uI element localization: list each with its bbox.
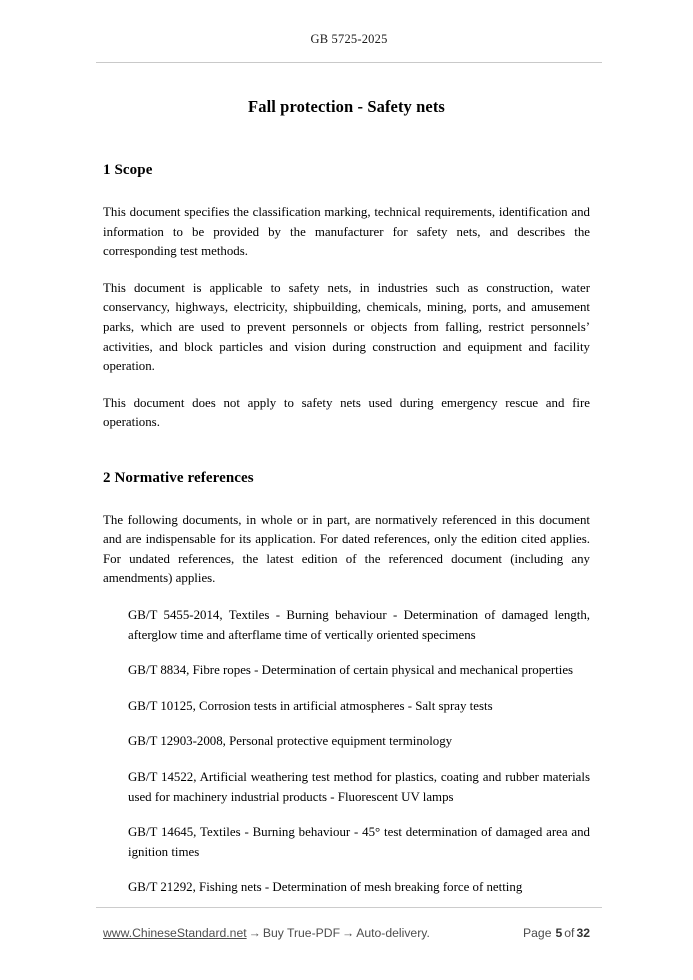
footer-buy-label: Buy True-PDF (262, 926, 341, 940)
page-footer (103, 926, 596, 940)
section-heading-scope: 1 Scope (103, 162, 153, 179)
arrow-right-icon: → (248, 926, 261, 940)
list-item: GB/T 14645, Textiles - Burning behaviour - 45° test determination of damaged area and ignition times (128, 825, 590, 859)
list-item: GB/T 8834, Fibre ropes - Determination of certain physical and mechanical properties (128, 663, 574, 678)
footer-delivery-label: Auto-delivery. (356, 926, 430, 940)
normative-references-intro: The following documents, in whole or in part, are normatively referenced in this document and are indispensable for its application. For dated references, only the edition cited applies. For undated references, the latest edition of the referenced document (including any amendments) applies. (103, 512, 590, 586)
list-item: GB/T 10125, Corrosion tests in artificial atmospheres - Salt spray tests (128, 698, 493, 713)
page-header (96, 33, 602, 47)
arrow-right-icon: → (342, 926, 355, 940)
footer-promo (103, 926, 430, 940)
page-indicator (523, 926, 596, 940)
footer-website-link[interactable]: www.ChineseStandard.net (103, 926, 247, 940)
total-page-count: 32 (576, 926, 590, 940)
of-label: of (564, 926, 575, 940)
page-label: Page (523, 926, 552, 940)
scope-paragraph-3: This document does not apply to safety nets used during emergency rescue and fire operations. (103, 395, 590, 430)
current-page-number: 5 (555, 926, 563, 940)
document-title: Fall protection - Safety nets (248, 97, 445, 116)
scope-paragraph-1: This document specifies the classification marking, technical requirements, identification and information to be provided by the manufacturer for safety nets, and describes the corresponding test methods. (103, 204, 590, 259)
header-divider (96, 62, 602, 63)
section-heading-normative-references: 2 Normative references (103, 470, 254, 487)
footer-divider (96, 907, 602, 908)
list-item: GB/T 21292, Fishing nets - Determination of mesh breaking force of netting (128, 880, 523, 895)
document-body (103, 96, 590, 898)
list-item: GB/T 14522, Artificial weathering test method for plastics, coating and rubber materials used for machinery industrial products - Fluorescent UV lamps (128, 770, 590, 804)
list-item: GB/T 12903-2008, Personal protective equipment terminology (128, 734, 453, 749)
list-item: GB/T 5455-2014, Textiles - Burning behaviour - Determination of damaged length, afterglow time and afterflame time of vertically oriented specimens (128, 607, 590, 642)
normative-references-list (103, 606, 590, 898)
standard-code-header: GB 5725-2025 (310, 32, 388, 46)
scope-paragraph-2: This document is applicable to safety nets, in industries such as construction, water conservancy, highways, electricity, shipbuilding, chemicals, mining, ports, and amusement parks, which are used to prevent personnels or objects from falling, restrict personnels’ activities, and block particles and vision during construction and equipment and facility operation. (103, 280, 590, 374)
